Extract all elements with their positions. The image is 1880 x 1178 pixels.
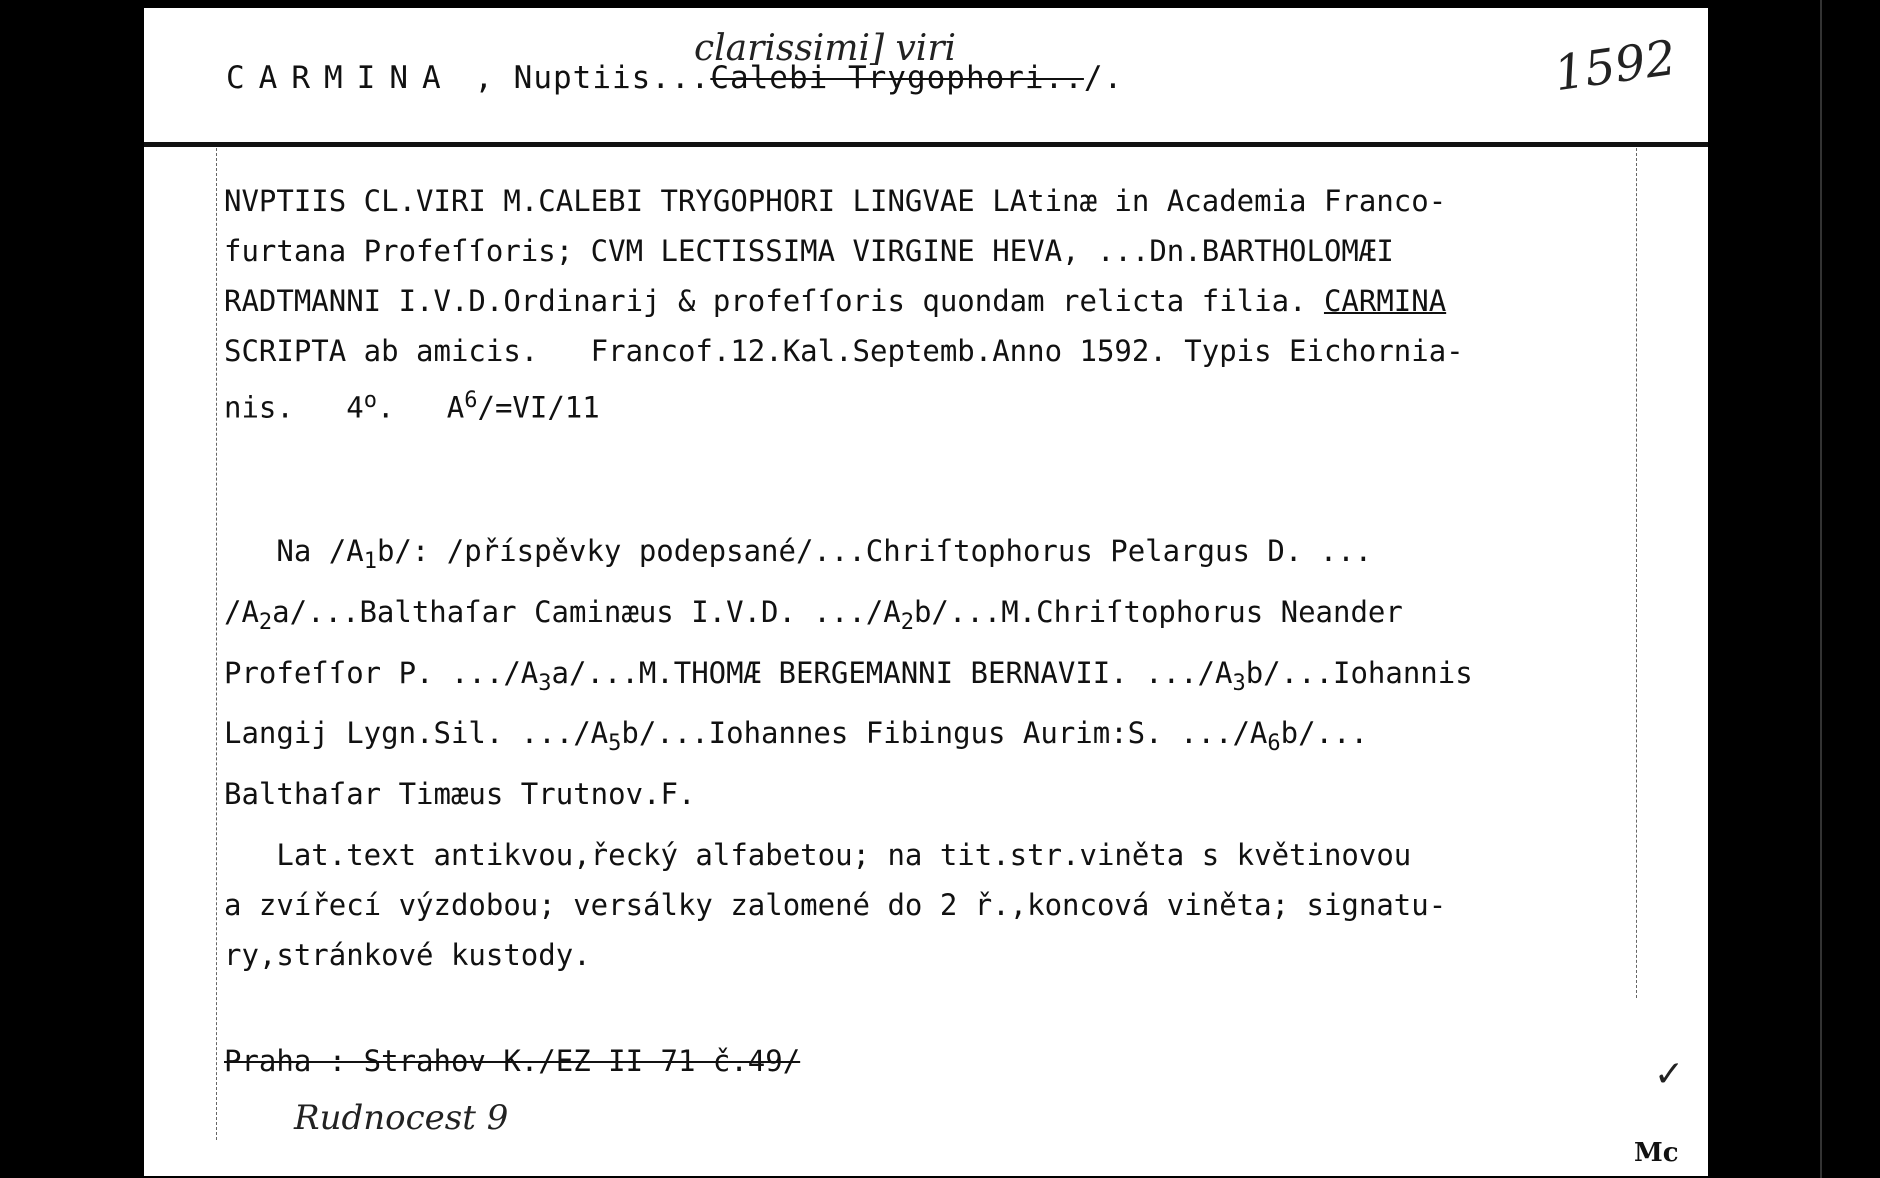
contrib-text: b/...Iohannis <box>1245 655 1473 690</box>
contributor-line <box>224 708 1624 769</box>
corner-initials: Mc <box>1634 1138 1679 1168</box>
collation-text: /=VI/11 <box>477 390 600 425</box>
title-text: RADTMANNI I.V.D.Ordinarij & profeſſoris quondam relicta filia. <box>224 284 1324 318</box>
contrib-text: Langij Lygn.Sil. .../A <box>224 716 609 751</box>
heading-separator: , <box>474 60 494 96</box>
header-rule <box>144 142 1708 147</box>
contributor-line <box>224 526 1624 587</box>
card-header <box>144 8 1708 138</box>
underlined-carmina: CARMINA <box>1323 284 1447 318</box>
catalog-card <box>144 8 1708 1176</box>
left-margin-line <box>216 148 217 1140</box>
contributor-line: Balthaſar Timæus Trutnov.F. <box>224 777 696 812</box>
heading-word: CARMINA <box>226 60 455 96</box>
description-line: Lat.text antikvou,řecký alfabetou; na tit.str.viněta s květinovou <box>224 838 1412 872</box>
signature-sub: 3 <box>538 670 552 696</box>
contributors-block <box>224 526 1624 819</box>
contrib-text: b/... <box>1280 716 1368 751</box>
handwritten-signature: Rudnocest 9 <box>294 1098 509 1138</box>
contrib-text: b/...M.Chriſtophorus Neander <box>913 594 1403 629</box>
description-line: a zvířecí výzdobou; versálky zalomené do 2 ř.,koncová viněta; signatu- <box>224 888 1447 922</box>
check-mark-icon: ✓ <box>1654 1054 1685 1095</box>
title-line <box>224 276 1624 326</box>
heading-struck-text: Calebi Trygophori.. <box>710 60 1084 96</box>
contrib-text: Profeſſor P. .../A <box>224 655 539 690</box>
contrib-text: a/...Balthaſar Caminæus I.V.D. .../A <box>272 594 901 629</box>
right-margin-line <box>1636 148 1637 998</box>
format-text: . A <box>376 390 465 425</box>
title-line: SCRIPTA ab amicis. Francof.12.Kal.Septemb.Anno 1592. Typis Eichornia- <box>224 334 1464 368</box>
title-line: NVPTIIS CL.VIRI M.CALEBI TRYGOPHORI LINGVAE LAtinæ in Academia Franco- <box>224 184 1447 218</box>
signature-sub: 1 <box>363 548 377 574</box>
signature-sub: 2 <box>258 609 273 635</box>
signature-sub: 2 <box>900 609 914 635</box>
title-block <box>224 176 1624 433</box>
description-line: ry,stránkové kustody. <box>224 938 591 972</box>
heading-line <box>226 60 1123 96</box>
contrib-text: Na /A <box>224 534 364 568</box>
contributor-line <box>224 648 1624 709</box>
contrib-text: /A <box>224 594 259 629</box>
heading-title: Nuptiis... <box>513 60 711 96</box>
description-block <box>224 830 1624 980</box>
contrib-text: a/...M.THOMÆ BERGEMANNI BERNAVII. .../A <box>551 655 1233 690</box>
contributor-line <box>224 587 1624 648</box>
contrib-text: b/...Iohannes Fibingus Aurim:S. .../A <box>621 716 1268 751</box>
scan-edge <box>1820 0 1822 1178</box>
format-text: nis. 4 <box>224 390 364 425</box>
signature-sub: 5 <box>608 731 622 757</box>
collation-sup: 6 <box>464 388 478 413</box>
handwritten-note: clarissimi] viri <box>694 28 957 69</box>
format-sup: o <box>363 388 377 413</box>
title-line <box>224 376 1624 433</box>
signature-sub: 6 <box>1267 731 1281 757</box>
call-number: 1592 <box>1550 29 1680 103</box>
struck-location: Praha : Strahov K./EZ II 71 č.49/ <box>224 1044 801 1078</box>
contrib-text: b/: /příspěvky podepsané/...Chriſtophorus Pelargus D. ... <box>376 534 1373 568</box>
heading-end: /. <box>1083 60 1124 96</box>
signature-sub: 3 <box>1232 670 1246 696</box>
title-line: furtana Profeſſoris; CVM LECTISSIMA VIRGINE HEVA, ...Dn.BARTHOLOMÆI <box>224 234 1394 268</box>
